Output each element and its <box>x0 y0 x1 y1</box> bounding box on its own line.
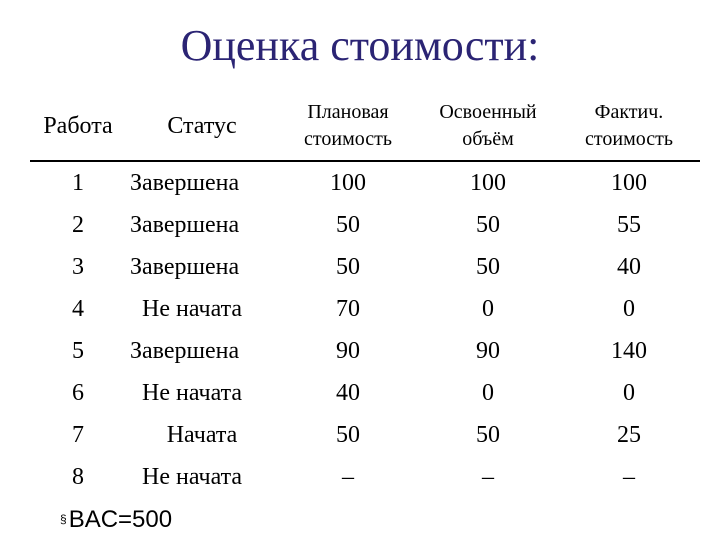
cell-planned: 50 <box>336 421 360 448</box>
cell-actual: 55 <box>617 211 641 238</box>
cell-actual: 140 <box>611 337 647 364</box>
cell-actual: 100 <box>611 169 647 196</box>
cell-planned: 90 <box>336 337 360 364</box>
cell-earned: 50 <box>476 211 500 238</box>
header-earned-line2: объём <box>462 128 514 150</box>
table-header-row <box>30 92 700 161</box>
cell-actual: 0 <box>623 379 635 406</box>
cell-work: 8 <box>72 463 84 490</box>
table-row <box>30 288 700 330</box>
cell-status: Начата <box>166 421 238 448</box>
cell-actual: 40 <box>617 253 641 280</box>
cell-work: 2 <box>72 211 84 238</box>
table-row <box>30 161 700 204</box>
cell-work: 3 <box>72 253 84 280</box>
header-status: Статус <box>126 92 278 161</box>
table-row <box>30 372 700 414</box>
cell-earned: 50 <box>476 253 500 280</box>
cell-planned: 100 <box>330 169 366 196</box>
header-planned-line1: Плановая <box>307 101 389 123</box>
cell-planned: 70 <box>336 295 360 322</box>
cell-status: Не начата <box>142 295 243 322</box>
page-title: Оценка стоимости: <box>180 21 540 70</box>
cell-status: Завершена <box>130 337 240 364</box>
table-row <box>30 456 700 498</box>
cell-earned: 50 <box>476 421 500 448</box>
table-row <box>30 246 700 288</box>
cell-planned: – <box>342 463 354 490</box>
cell-work: 1 <box>72 169 84 196</box>
header-planned-cost <box>278 92 418 161</box>
cell-status: Не начата <box>142 379 243 406</box>
cell-earned: – <box>482 463 494 490</box>
cost-table <box>30 92 700 498</box>
square-bullet-icon: § <box>60 511 67 526</box>
cell-planned: 50 <box>336 253 360 280</box>
header-planned-line2: стоимость <box>304 128 392 150</box>
header-actual-line2: стоимость <box>585 128 673 150</box>
cell-work: 6 <box>72 379 84 406</box>
cell-actual: 25 <box>617 421 641 448</box>
bac-text: BAC=500 <box>68 506 173 533</box>
cell-status: Завершена <box>130 253 240 280</box>
cell-earned: 0 <box>482 379 494 406</box>
table-row <box>30 330 700 372</box>
header-actual-cost <box>558 92 700 161</box>
cell-earned: 90 <box>476 337 500 364</box>
cell-status: Завершена <box>130 211 240 238</box>
cell-planned: 40 <box>336 379 360 406</box>
header-earned-value <box>418 92 558 161</box>
cell-work: 4 <box>72 295 84 322</box>
table-row <box>30 414 700 456</box>
header-earned-line1: Освоенный <box>439 101 537 123</box>
table-row <box>30 204 700 246</box>
cell-planned: 50 <box>336 211 360 238</box>
header-work: Работа <box>30 92 126 161</box>
cell-status: Не начата <box>142 463 243 490</box>
bac-footnote <box>60 505 172 536</box>
cell-actual: 0 <box>623 295 635 322</box>
cell-status: Завершена <box>130 169 240 196</box>
cell-work: 7 <box>72 421 84 448</box>
cell-actual: – <box>623 463 635 490</box>
cell-work: 5 <box>72 337 84 364</box>
header-actual-line1: Фактич. <box>594 101 664 123</box>
cell-earned: 0 <box>482 295 494 322</box>
cell-earned: 100 <box>470 169 506 196</box>
